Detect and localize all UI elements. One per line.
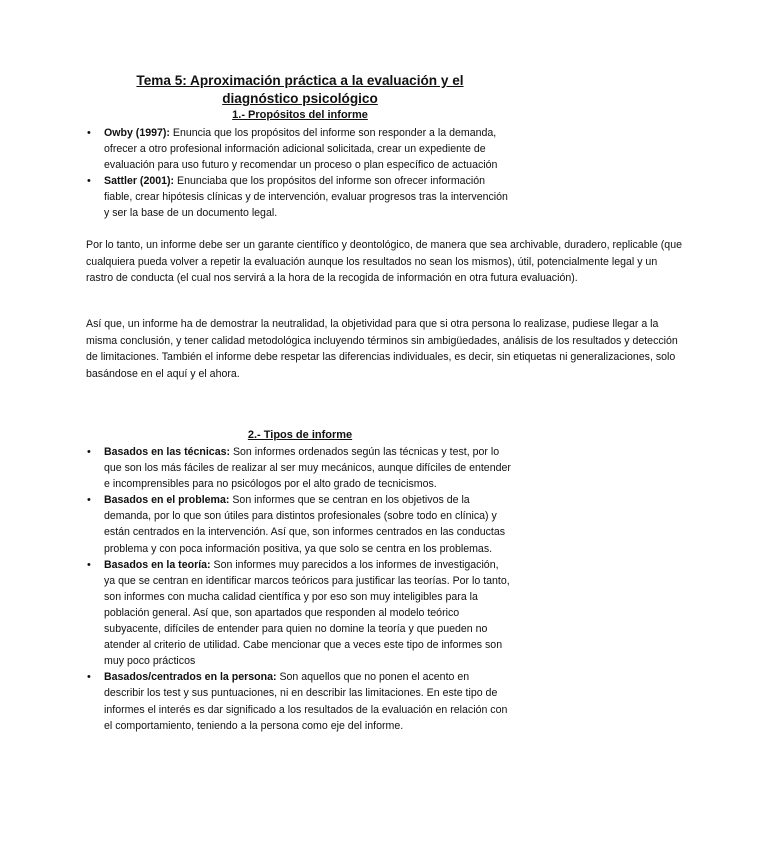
item-author: Owby (1997): <box>104 127 170 139</box>
item-text: Son informes que se centran en los objetivos de la demanda, por lo que son útiles para distintos profesionales (sobre todo en clínica) y están centrados en la intervención. Así que, son informes centrados en las conductas problema y con poca información positiva, ya que solo se centra en los problemas. <box>104 494 506 555</box>
item-text: Son informes muy parecidos a los informes de investigación, ya que se centran en identificar marcos teóricos para justificar las teorías. Por lo tanto, son informes con mucha calidad científica y por eso son muy inteligibles para la población general. Así que, son apartados que responden al modelo teórico subyacente, difíciles de entender para quien no domine la teoría y que pueden no atender al criterio de utilidad. Cabe mencionar que a veces este tipo de informes son muy poco prácticos <box>104 558 510 668</box>
item-label: Basados en las técnicas: <box>104 446 231 458</box>
section-1-heading: 1.- Propósitos del informe <box>232 109 368 121</box>
item-text: Enuncia que los propósitos del informe son responder a la demanda, ofrecer a otro profesional información adicional solicitada, crear un expediente de evaluación para uso futuro y recomendar un proceso o plan específico de actuación <box>104 127 498 172</box>
list-item <box>0 173 600 221</box>
item-label: Basados en la teoría: <box>104 558 211 571</box>
list-item <box>0 669 600 733</box>
section-1-list <box>0 125 600 222</box>
list-item <box>0 557 600 670</box>
list-item <box>0 444 600 492</box>
item-label: Basados en el problema: <box>104 494 230 507</box>
item-label: Basados/centrados en la persona: <box>104 671 277 684</box>
item-text: Enunciaba que los propósitos del informe son ofrecer información fiable, crear hipótesis clínicas y de intervención, evaluar progresos tras la intervención y ser la base de un documento legal. <box>104 175 508 220</box>
list-item <box>0 492 600 556</box>
paragraph-2: Así que, un informe ha de demostrar la neutralidad, la objetividad para que si otra persona lo realizase, pudiese llegar a la misma conclusión, y tener calidad metodológica incluyendo términos sin ambigüedades, análisis de los resultados y detección de limitaciones. También el informe debe respetar las diferencias individuales, es decir, sin etiquetas ni generalizaciones, solo basándose en el aquí y el ahora. <box>86 318 678 380</box>
paragraph-1: Por lo tanto, un informe debe ser un garante científico y deontológico, de manera que sea archivable, duradero, replicable (que cualquiera pueda volver a repetir la evaluación aunque los resultados no sean los mismos), útil, potencialmente legal y un rastro de conducta (el cual nos servirá a la hora de la recogida de información en otra futura evaluación). <box>86 239 682 284</box>
section-2-list <box>0 444 600 734</box>
item-author: Sattler (2001): <box>104 175 175 188</box>
item-text: Son informes ordenados según las técnicas y test, por lo que son los más fáciles de realizar al ser muy mecánicos, aunque difíciles de entender e incomprensibles para no psicólogos por el alto grado de tecnicismos. <box>104 446 511 491</box>
list-item <box>0 125 600 173</box>
section-2-heading: 2.- Tipos de informe <box>247 429 353 441</box>
item-text: Son aquellos que no ponen el acento en describir los test y sus puntuaciones, ni en describir las limitaciones. En este tipo de informes el interés es dar significado a los resultados de la evaluación en relación con el comportamiento, teniendo a la persona como eje del informe. <box>104 671 508 732</box>
document-title: Tema 5: Aproximación práctica a la evaluación y el diagnóstico psicológico <box>136 73 464 106</box>
